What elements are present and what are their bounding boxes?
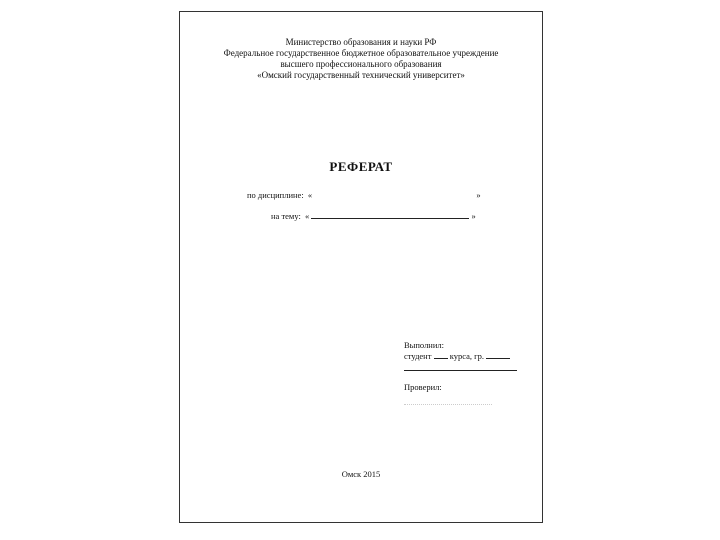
topic-blank-line <box>311 210 469 219</box>
ministry-line: Министерство образования и науки РФ <box>285 37 437 47</box>
discipline-open-quote: « <box>307 190 313 200</box>
performed-by-block <box>404 340 517 371</box>
course-label: курса, гр. <box>449 351 484 361</box>
checked-label: Проверил: <box>404 382 442 392</box>
discipline-close-quote: » <box>476 190 481 200</box>
document-title: РЕФЕРАТ <box>329 159 393 174</box>
discipline-label: по дисциплине: <box>247 190 304 200</box>
group-blank <box>486 351 510 359</box>
topic-open-quote: « <box>304 211 310 221</box>
student-line <box>404 351 517 362</box>
discipline-blank <box>314 190 474 198</box>
institution-header <box>180 37 542 81</box>
course-blank <box>434 351 448 359</box>
document-page <box>179 11 543 523</box>
topic-row <box>271 210 476 221</box>
topic-label: на тему: <box>271 211 301 221</box>
checker-name-line <box>404 397 492 405</box>
institution-type-line: Федеральное государственное бюджетное образовательное учреждение <box>223 48 499 58</box>
student-name-line <box>404 363 517 371</box>
student-prefix: студент <box>404 351 432 361</box>
education-level-line: высшего профессионального образования <box>280 59 442 69</box>
university-name-line: «Омский государственный технический университет» <box>257 70 465 80</box>
city-year: Омск 2015 <box>341 469 381 479</box>
topic-close-quote: » <box>471 211 476 221</box>
performed-label: Выполнил: <box>404 340 445 350</box>
checked-by-block <box>404 382 492 405</box>
discipline-row <box>247 190 481 200</box>
